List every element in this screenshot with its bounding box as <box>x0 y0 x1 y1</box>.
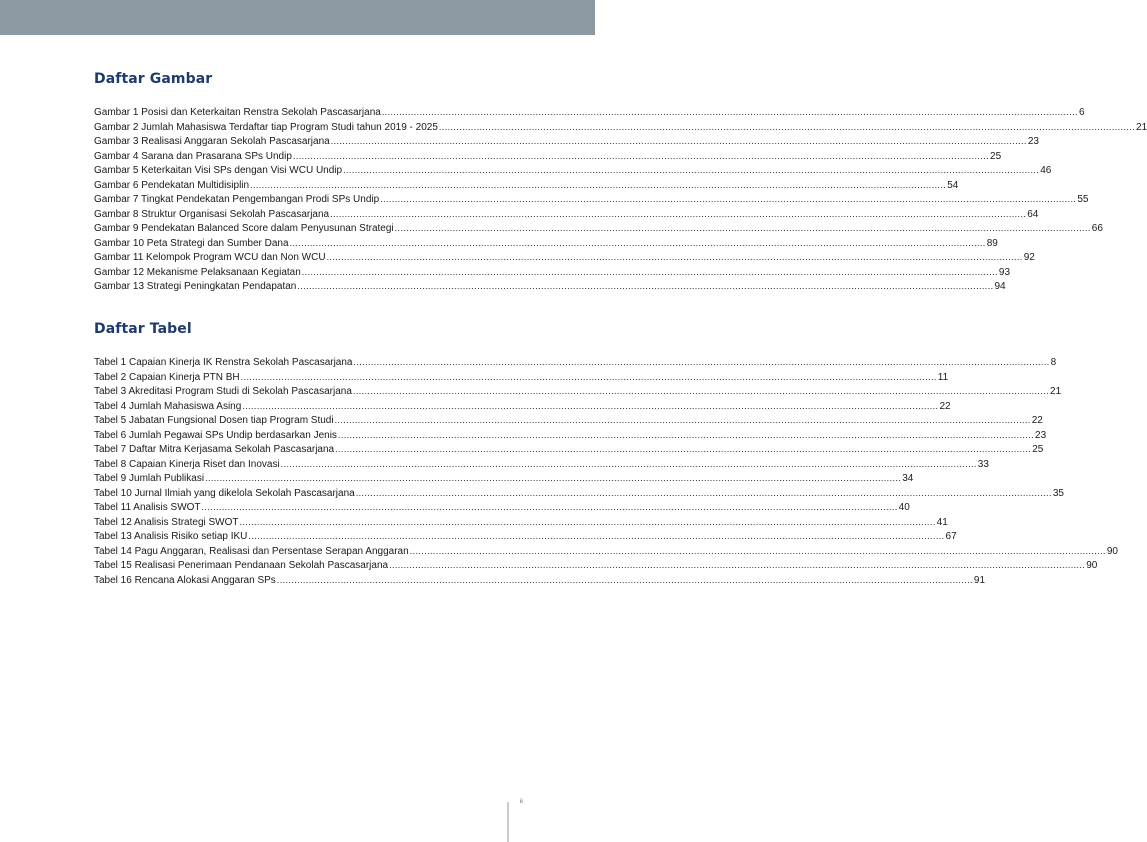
figure-entry-label: Gambar 1 Posisi dan Keterkaitan Renstra Sekolah Pascasarjana <box>94 107 381 118</box>
table-entry-label: Tabel 13 Analisis Risiko setiap IKU <box>94 531 248 542</box>
figure-entry-page-number: 89 <box>986 237 998 249</box>
dot-leader <box>356 486 1052 501</box>
table-entry-page-number: 25 <box>1032 444 1044 455</box>
figure-entry-page-number: 21 <box>1136 121 1147 133</box>
figure-entry-label: Gambar 3 Realisasi Anggaran Sekolah Pascasarjana <box>94 136 330 147</box>
table-entry[interactable] <box>94 471 914 486</box>
figure-entry[interactable] <box>94 149 1002 164</box>
figure-entry-label: Gambar 9 Pendekatan Balanced Score dalam Penyusunan Strategi <box>94 223 394 234</box>
figure-entry-label: Gambar 5 Keterkaitan Visi SPs dengan Visi WCU Undip <box>94 165 343 176</box>
dot-leader <box>242 399 938 414</box>
dot-leader <box>410 544 1106 559</box>
figure-entry[interactable] <box>94 192 1089 207</box>
table-entry-label: Tabel 6 Jumlah Pegawai SPs Undip berdasarkan Jenis <box>94 429 337 441</box>
table-entry-label: Tabel 11 Analisis SWOT <box>94 502 201 513</box>
dot-leader <box>297 279 993 294</box>
table-entry-page-number: 33 <box>977 458 989 470</box>
table-entry-page-number: 67 <box>945 531 957 542</box>
dot-leader <box>395 221 1091 236</box>
figure-entry[interactable] <box>94 221 1103 236</box>
figure-entry-label: Gambar 4 Sarana dan Prasarana SPs Undip <box>94 150 292 162</box>
table-entry-page-number: 41 <box>936 516 948 528</box>
figure-entry-label: Gambar 13 Strategi Peningkatan Pendapatan <box>94 281 297 292</box>
figure-entry[interactable] <box>94 105 1085 120</box>
table-entry-page-number: 35 <box>1052 487 1064 499</box>
dot-leader <box>380 192 1076 207</box>
header-band <box>0 0 595 35</box>
figure-entry-label: Gambar 2 Jumlah Mahasiswa Terdaftar tiap Program Studi tahun 2019 - 2025 <box>94 121 438 133</box>
figure-entry-page-number: 6 <box>1078 107 1085 118</box>
figure-entry[interactable] <box>94 279 1006 294</box>
figure-entry-page-number: 94 <box>994 281 1006 292</box>
dot-leader <box>205 471 901 486</box>
figure-entry-label: Gambar 6 Pendekatan Multidisiplin <box>94 179 250 191</box>
figure-entry[interactable] <box>94 236 998 251</box>
table-entry[interactable] <box>94 442 1044 457</box>
dot-leader <box>382 105 1078 120</box>
table-entry[interactable] <box>94 428 1047 443</box>
table-entry[interactable] <box>94 457 989 472</box>
table-entry-label: Tabel 12 Analisis Strategi SWOT <box>94 516 239 528</box>
dot-leader <box>389 558 1085 573</box>
figure-entry[interactable] <box>94 120 1147 135</box>
footer-rule <box>507 802 509 842</box>
dot-leader <box>335 442 1031 457</box>
dot-leader <box>290 236 986 251</box>
dot-leader <box>248 529 944 544</box>
table-entry[interactable] <box>94 413 1043 428</box>
table-entry-label: Tabel 15 Realisasi Penerimaan Pendanaan Sekolah Pascasarjana <box>94 560 389 571</box>
figure-entry-label: Gambar 10 Peta Strategi dan Sumber Dana <box>94 237 289 249</box>
figure-entry-page-number: 64 <box>1027 208 1039 220</box>
table-entry[interactable] <box>94 544 1118 559</box>
figure-entry[interactable] <box>94 134 1039 149</box>
figure-entry-page-number: 93 <box>998 266 1011 278</box>
table-entry[interactable] <box>94 399 951 414</box>
tables-list-heading: Daftar Tabel <box>94 321 192 337</box>
figure-entry-label: Gambar 11 Kelompok Program WCU dan Non WCU <box>94 252 326 263</box>
dot-leader <box>281 457 977 472</box>
table-entry[interactable] <box>94 486 1064 501</box>
table-entry-label: Tabel 7 Daftar Mitra Kerjasama Sekolah Pascasarjana <box>94 444 335 455</box>
dot-leader <box>331 134 1027 149</box>
table-entry-page-number: 11 <box>937 371 949 383</box>
figure-entry[interactable] <box>94 250 1035 265</box>
figures-list <box>94 105 1147 294</box>
table-entry-page-number: 34 <box>902 473 914 484</box>
dot-leader <box>327 250 1023 265</box>
table-entry-page-number: 40 <box>898 502 910 513</box>
table-entry-page-number: 90 <box>1106 545 1118 557</box>
dot-leader <box>353 384 1049 399</box>
dot-leader <box>250 178 946 193</box>
table-entry-label: Tabel 8 Capaian Kinerja Riset dan Inovasi <box>94 458 280 470</box>
figure-entry-label: Gambar 12 Mekanisme Pelaksanaan Kegiatan <box>94 266 301 278</box>
table-entry-label: Tabel 5 Jabatan Fungsional Dosen tiap Program Studi <box>94 415 334 426</box>
page-number: ii <box>520 799 523 805</box>
figure-entry[interactable] <box>94 163 1052 178</box>
figure-entry-label: Gambar 7 Tingkat Pendekatan Pengembangan Prodi SPs Undip <box>94 194 380 205</box>
tables-list <box>94 355 1118 587</box>
table-entry[interactable] <box>94 529 957 544</box>
figure-entry[interactable] <box>94 265 1011 280</box>
table-entry-label: Tabel 10 Jurnal Ilmiah yang dikelola Sekolah Pascasarjana <box>94 487 355 499</box>
table-entry-label: Tabel 14 Pagu Anggaran, Realisasi dan Persentase Serapan Anggaran <box>94 545 409 557</box>
dot-leader <box>338 428 1034 443</box>
table-entry-page-number: 91 <box>973 574 986 586</box>
dot-leader <box>202 500 898 515</box>
dot-leader <box>293 149 989 164</box>
dot-leader <box>277 573 973 588</box>
table-entry-label: Tabel 2 Capaian Kinerja PTN BH <box>94 371 240 383</box>
dot-leader <box>335 413 1031 428</box>
table-entry[interactable] <box>94 370 949 385</box>
figure-entry-page-number: 46 <box>1040 165 1052 176</box>
table-entry-page-number: 22 <box>1031 415 1043 426</box>
table-entry-page-number: 21 <box>1050 386 1062 397</box>
figure-entry-page-number: 54 <box>947 179 959 191</box>
table-entry[interactable] <box>94 500 910 515</box>
table-entry-label: Tabel 4 Jumlah Mahasiswa Asing <box>94 400 242 412</box>
figure-entry-page-number: 66 <box>1091 223 1103 234</box>
dot-leader <box>439 120 1135 135</box>
table-entry-label: Tabel 3 Akreditasi Program Studi di Sekolah Pascasarjana <box>94 386 352 397</box>
table-entry-label: Tabel 16 Rencana Alokasi Anggaran SPs <box>94 574 276 586</box>
dot-leader <box>302 265 998 280</box>
dot-leader <box>241 370 937 385</box>
dot-leader <box>240 515 936 530</box>
figure-entry-page-number: 92 <box>1023 252 1035 263</box>
figures-list-heading: Daftar Gambar <box>94 71 213 87</box>
table-entry[interactable] <box>94 355 1057 370</box>
figure-entry-page-number: 55 <box>1077 194 1089 205</box>
table-entry-page-number: 90 <box>1086 560 1098 571</box>
table-entry[interactable] <box>94 515 948 530</box>
table-entry-page-number: 23 <box>1035 429 1047 441</box>
figure-entry[interactable] <box>94 178 959 193</box>
table-entry[interactable] <box>94 558 1098 573</box>
figure-entry-page-number: 23 <box>1027 136 1039 147</box>
dot-leader <box>354 355 1050 370</box>
table-entry-page-number: 8 <box>1050 357 1057 368</box>
dot-leader <box>343 163 1039 178</box>
figure-entry-label: Gambar 8 Struktur Organisasi Sekolah Pascasarjana <box>94 208 330 220</box>
dot-leader <box>330 207 1026 222</box>
table-entry-page-number: 22 <box>939 400 951 412</box>
figure-entry-page-number: 25 <box>990 150 1002 162</box>
table-entry-label: Tabel 1 Capaian Kinerja IK Renstra Sekolah Pascasarjana <box>94 357 353 368</box>
table-entry[interactable] <box>94 384 1062 399</box>
figure-entry[interactable] <box>94 207 1039 222</box>
table-entry-label: Tabel 9 Jumlah Publikasi <box>94 473 205 484</box>
table-entry[interactable] <box>94 573 986 588</box>
